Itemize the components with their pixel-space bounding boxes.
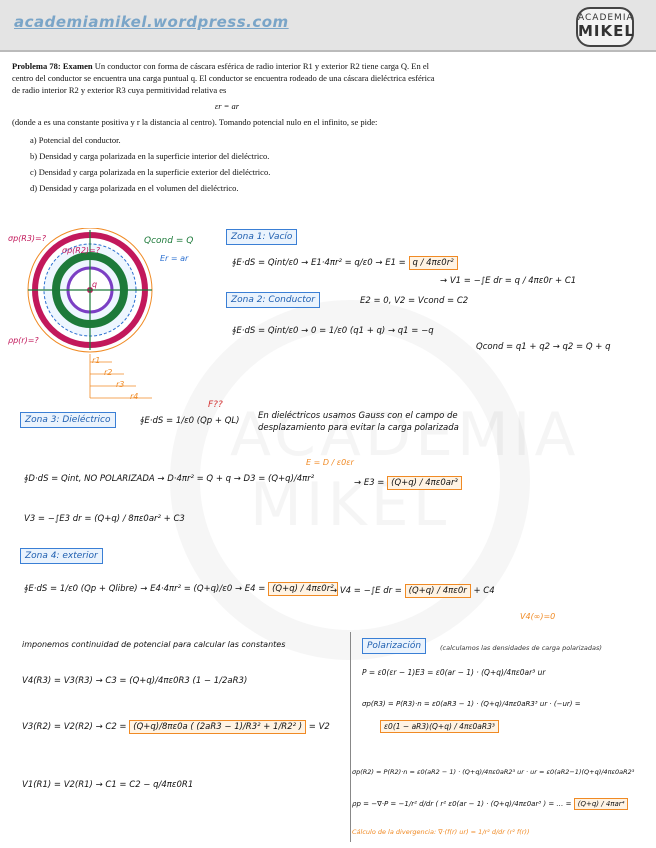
- zone3-label: Zona 3: Dieléctrico: [20, 412, 116, 428]
- label-sigma-r3: σp(R3)=?: [8, 234, 46, 243]
- zone1-label: Zona 1: Vacío: [226, 229, 297, 245]
- zone3-e-relation: E = D / ε0εr: [306, 458, 354, 467]
- zone2-qcond: Qcond = q1 + q2 → q2 = Q + q: [476, 342, 611, 352]
- zone3-result-box: (Q+q) / 4πε0ar³: [387, 476, 462, 490]
- zone3-field-text: → E3 =: [354, 478, 385, 488]
- label-qcond: Qcond = Q: [144, 236, 194, 246]
- polarization-vector: P = ε0(εr − 1)E3 = ε0(ar − 1) · (Q+q)/4πε0ar³ ur: [362, 668, 546, 677]
- zone4-gauss: [24, 584, 338, 594]
- polarization-sigma-r2: σp(R2) = P(R2)·n = ε0(aR2 − 1) · (Q+q)/4πε0aR2³ ur · ur = ε0(aR2−1)(Q+q)/4πε0aR2³: [352, 768, 635, 776]
- label-permittivity: Er = ar: [160, 254, 189, 263]
- continuity-c1: V1(R1) = V2(R1) → C1 = C2 − q/4πε0R1: [22, 780, 194, 790]
- exam-label: Examen: [62, 61, 93, 71]
- continuity-c2-text: V3(R2) = V2(R2) → C2 =: [22, 722, 127, 732]
- polarization-rho-text: ρp = −∇·P = −1/r² d/dr ( r² ε0(ar − 1) · (Q+q)/4πε0ar³ ) = … =: [352, 800, 572, 808]
- continuity-c2-post: = V2: [308, 722, 330, 732]
- zone1-result-box: q / 4πε0r²: [409, 256, 458, 270]
- statement-text2: (donde a es una constante positiva y r la distancia al centro). Tomando potencial nulo en el infinito, se pide:: [12, 117, 378, 127]
- continuity-c2-box: (Q+q)/8πε0a ( (2aR3 − 1)/R3² + 1/R2² ): [129, 720, 306, 734]
- zone4-constant: + C4: [473, 586, 495, 596]
- zone1-potential: → V1 = −∫E dr = q / 4πε0r + C1: [440, 276, 577, 286]
- zone3-unknown-mark: F??: [208, 400, 223, 410]
- problem-title: Problema 78:: [12, 61, 61, 71]
- zone3-note: En dieléctricos usamos Gauss con el campo de desplazamiento para evitar la carga polarizada: [258, 411, 459, 433]
- continuity-c3: V4(R3) = V3(R3) → C3 = (Q+q)/4πε0R3 (1 − 1/2aR3): [22, 676, 248, 686]
- zone2-label: Zona 2: Conductor: [226, 292, 320, 308]
- zone2-field: E2 = 0, V2 = Vcond = C2: [360, 296, 469, 306]
- label-q: q: [92, 280, 98, 289]
- polarization-sigma-r3-box: ε0(1 − aR3)(Q+q) / 4πε0aR3³: [380, 720, 499, 733]
- zone4-gauss-text: ∮E·dS = 1/ε0 (Qp + Qlibre) → E4·4πr² = (Q+q)/ε0 → E4 =: [24, 584, 266, 594]
- label-r3: r3: [116, 380, 125, 389]
- divergence-hint: Cálculo de la divergencia: ∇·(f(r) ur) = 1/r² d/dr (r² f(r)): [352, 828, 530, 836]
- problem-statement: [12, 60, 442, 198]
- polarization-label: Polarización: [362, 638, 426, 654]
- polarization-note: (calculamos las densidades de carga polarizadas): [440, 644, 602, 652]
- permittivity-equation: εr = ar: [214, 101, 240, 111]
- spheres-figure: [10, 228, 220, 408]
- zone4-potential-text: → V4 = −∫E dr =: [330, 586, 402, 596]
- zone1-gauss: [232, 258, 458, 268]
- academia-mikel-logo: [576, 7, 634, 47]
- statement-text1: Un conductor con forma de cáscara esférica de radio interior R1 y exterior R2 tiene carga Q. En el centro del conductor se encuentra una carga puntual q. El conductor se encuentra rodeado de una cáscara dieléctrica esférica de radio interior R2 y exterior R3 cuya permitividad relativa es: [12, 61, 435, 95]
- polarization-sigma-r3: σp(R3) = P(R3)·n = ε0(aR3 − 1) · (Q+q)/4πε0aR3³ ur · (−ur) =: [362, 700, 581, 708]
- zone3-gauss: ∮E·dS = 1/ε0 (Qp + QL): [140, 416, 240, 426]
- zone4-potential-box: (Q+q) / 4πε0r: [405, 584, 471, 598]
- zone2-gauss: ∮E·dS = Qint/ε0 → 0 = 1/ε0 (q1 + q) → q1 = −q: [232, 326, 434, 336]
- polarization-rho: [352, 800, 628, 808]
- continuity-title: imponemos continuidad de potencial para calcular las constantes: [22, 640, 286, 649]
- polarization-sigma-r3-result: [380, 722, 499, 731]
- continuity-c2: [22, 722, 342, 732]
- question-item: a) Potencial del conductor.: [30, 135, 121, 145]
- label-r4: r4: [130, 392, 139, 401]
- logo-line2: MIKEL: [578, 22, 635, 40]
- zone3-field: [354, 478, 462, 488]
- zone3-displacement: ∮D·dS = Qint, NO POLARIZADA → D·4πr² = Q + q → D3 = (Q+q)/4πr²: [24, 474, 315, 484]
- label-rho: ρp(r)=?: [8, 336, 39, 345]
- question-item: b) Densidad y carga polarizada en la superficie interior del dieléctrico.: [30, 151, 270, 161]
- zone3-potential: V3 = −∫E3 dr = (Q+q) / 8πε0ar² + C3: [24, 514, 185, 524]
- zone1-gauss-text: ∮E·dS = Qint/ε0 → E1·4πr² = q/ε0 → E1 =: [232, 258, 406, 268]
- zone4-label: Zona 4: exterior: [20, 548, 103, 564]
- site-link[interactable]: academiamikel.wordpress.com: [14, 13, 289, 31]
- zone4-boundary-condition: V4(∞)=0: [520, 612, 556, 621]
- zone4-field-box: (Q+q) / 4πε0r²: [268, 582, 338, 596]
- zone4-potential: [330, 586, 495, 596]
- column-divider: [350, 632, 351, 842]
- question-item: d) Densidad y carga polarizada en el volumen del dieléctrico.: [30, 183, 239, 193]
- logo-line1: ACADEMIA: [578, 13, 634, 23]
- page-header: [0, 0, 656, 52]
- question-list: [12, 134, 442, 194]
- label-r1: r1: [92, 356, 101, 365]
- label-r2: r2: [104, 368, 113, 377]
- question-item: c) Densidad y carga polarizada en la superficie exterior del dieléctrico.: [30, 167, 271, 177]
- polarization-rho-box: (Q+q) / 4πar⁴: [574, 798, 629, 810]
- label-sigma-r2: σp(R2)=?: [62, 246, 100, 255]
